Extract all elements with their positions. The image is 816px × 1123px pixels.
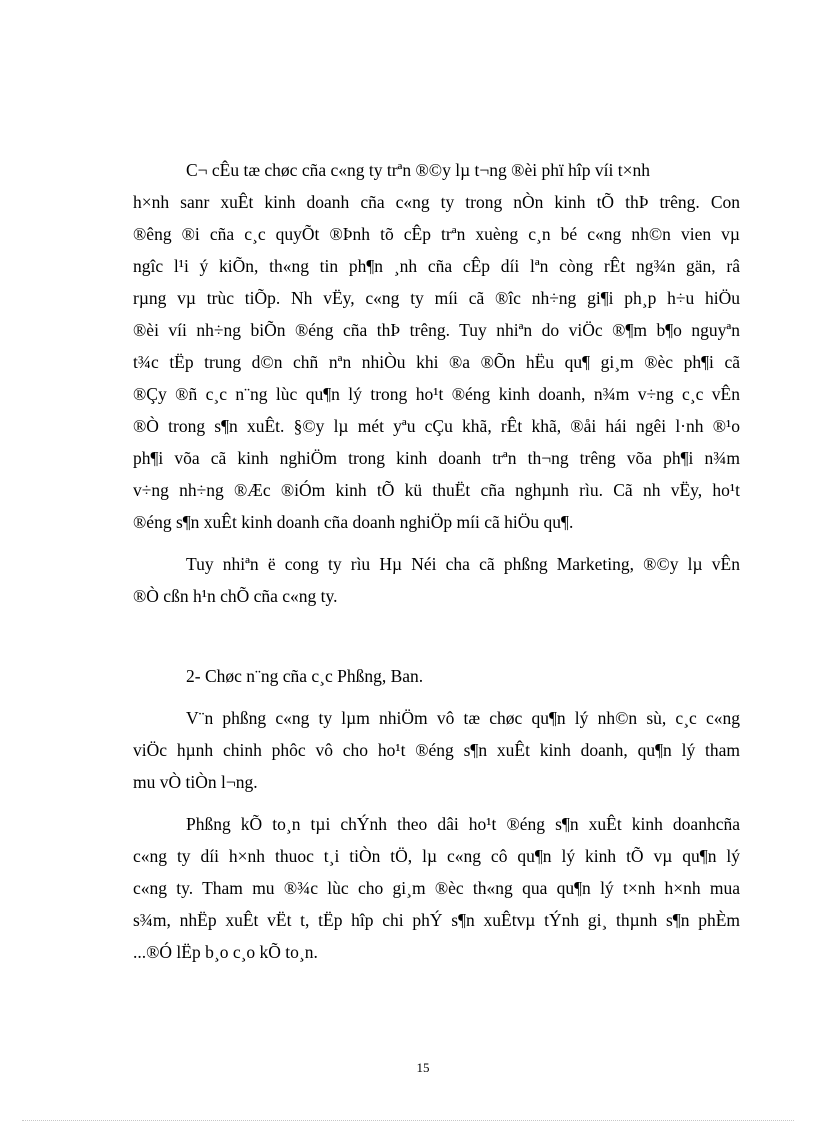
- text-line: ®Ò trong s¶n xuÊt. §©y lµ mét yªu cÇu khã, rÊt khã, ®åi hái ngêi l·nh ®¹o: [133, 416, 740, 436]
- page-number: 15: [416, 1060, 430, 1075]
- text-line: t¾c tËp trung d©n chñ nªn nhiÒu khi ®a ®Õn hËu qu¶ gi¸m ®èc ph¶i cã: [133, 352, 740, 372]
- text-line: C¬ cÊu tæ chøc cña c«ng ty trªn ®©y lµ t¬ng ®èi phï hîp víi t×nh: [186, 160, 650, 180]
- text-line: Tuy nhiªn ë cong ty rìu Hµ Néi cha cã phßng Marketing, ®©y lµ vÊn: [186, 554, 740, 574]
- section-heading: 2- Chøc n¨ng cña c¸c Phßng, Ban.: [186, 666, 424, 686]
- text-line: ph¶i võa cã kinh nghiÖm trong kinh doanh trªn th¬ng trêng võa ph¶i n¾m: [133, 448, 740, 468]
- text-line: Phßng kÕ to¸n tµi chÝnh theo dâi ho¹t ®éng s¶n xuÊt kinh doanhcña: [186, 814, 740, 834]
- text-line: ®èi víi nh÷ng biÕn ®éng cña thÞ trêng. Tuy nhiªn do viÖc ®¶m b¶o nguyªn: [133, 320, 740, 340]
- text-line: viÖc hµnh chinh phôc vô cho ho¹t ®éng s¶n xuÊt kinh doanh, qu¶n lý tham: [133, 740, 740, 760]
- text-line: c«ng ty. Tham mu ®¾c lùc cho gi¸m ®èc th«ng qua qu¶n lý t×nh h×nh mua: [133, 878, 740, 898]
- text-line: ®Ò cßn h¹n chÕ cña c«ng ty.: [133, 586, 338, 606]
- text-line: ®éng s¶n xuÊt kinh doanh cña doanh nghiÖp míi cã hiÖu qu¶.: [133, 512, 574, 532]
- text-line: ...®Ó lËp b¸o c¸o kÕ to¸n.: [133, 942, 318, 962]
- text-line: ngîc l¹i ý kiÕn, th«ng tin ph¶n ¸nh cña cÊp díi lªn còng rÊt ng¾n gän, râ: [133, 256, 740, 276]
- text-line: v÷ng nh÷ng ®Æc ®iÓm kinh tÕ kü thuËt cña nghµnh rìu. Cã nh vËy, ho¹t: [133, 480, 740, 500]
- text-line: V¨n phßng c«ng ty lµm nhiÖm vô tæ chøc qu¶n lý nh©n sù, c¸c c«ng: [186, 708, 740, 728]
- page-bottom-divider: [22, 1120, 794, 1121]
- text-line: ®êng ®i cña c¸c quyÕt ®Þnh tõ cÊp trªn xuèng c¸n bé c«ng nh©n vien vµ: [133, 224, 740, 244]
- text-line: ®Çy ®ñ c¸c n¨ng lùc qu¶n lý trong ho¹t ®éng kinh doanh, n¾m v÷ng c¸c vÊn: [133, 384, 740, 404]
- text-line: mu vÒ tiÒn l¬ng.: [133, 772, 258, 792]
- text-line: rµng vµ trùc tiÕp. Nh vËy, c«ng ty míi cã ®îc nh÷ng gi¶i ph¸p h÷u hiÖu: [133, 288, 740, 308]
- text-line: h×nh sanr xuÊt kinh doanh cña c«ng ty trong nÒn kinh tÕ thÞ trêng. Con: [133, 192, 740, 212]
- text-line: c«ng ty díi h×nh thuoc t¸i tiÒn tÖ, lµ c«ng cô qu¶n lý kinh tÕ vµ qu¶n lý: [133, 846, 740, 866]
- text-line: s¾m, nhËp xuÊt vËt t, tËp hîp chi phÝ s¶n xuÊtvµ tÝnh gi¸ thµnh s¶n phÈm: [133, 910, 740, 930]
